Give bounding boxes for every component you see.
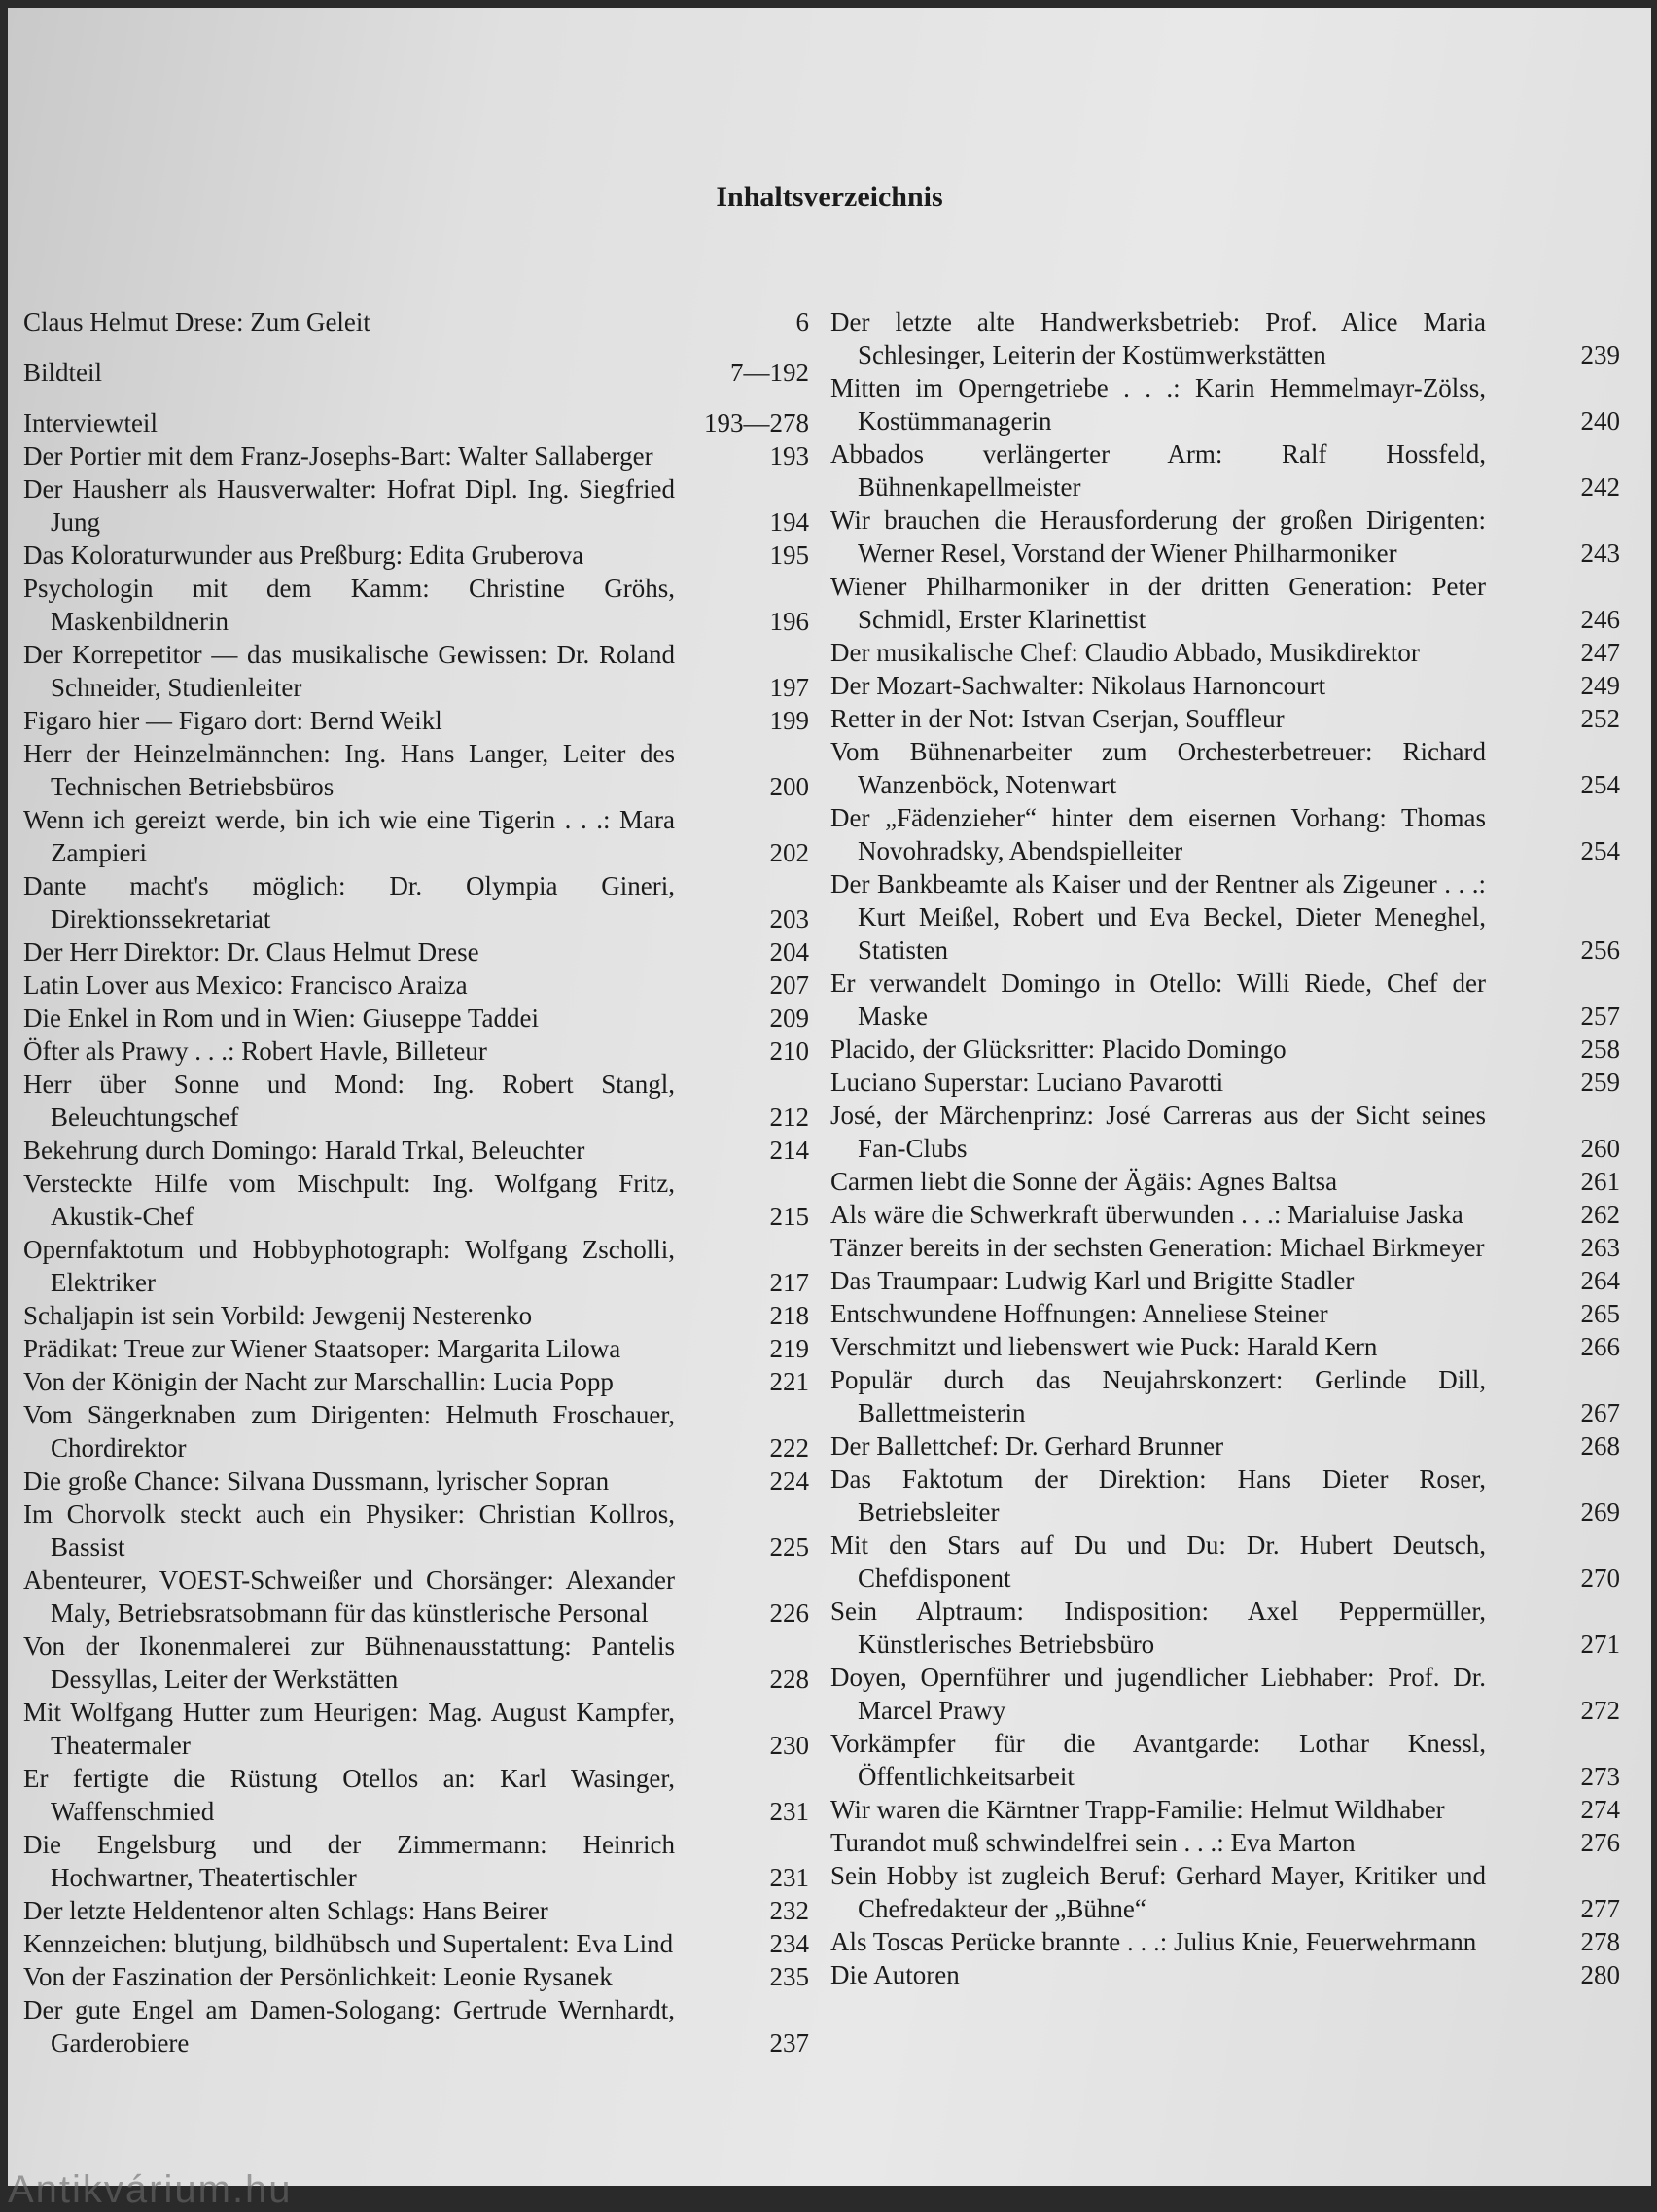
toc-entry — [23, 439, 809, 473]
toc-entry-title: Tänzer bereits in der sechsten Generation: Michael Birkmeyer — [830, 1233, 1485, 1262]
toc-entry — [23, 638, 809, 704]
toc-entry-page: 239 — [1580, 340, 1620, 369]
toc-entry-title: Mitten im Operngetriebe . . .: Karin Hemmelmayr-Zölss, Kostümmanagerin — [830, 373, 1486, 436]
toc-entry — [830, 1297, 1620, 1330]
toc-entry-title: Vorkämpfer für die Avantgarde: Lothar Knessl, Öffentlichkeitsarbeit — [830, 1729, 1486, 1791]
toc-entry-title: Der gute Engel am Damen-Sologang: Gertrude Wernhardt, Garderobiere — [23, 1995, 675, 2057]
toc-entry — [830, 1462, 1620, 1528]
toc-entry-title: Turandot muß schwindelfrei sein . . .: Eva Marton — [830, 1828, 1356, 1857]
toc-entry-page: 268 — [1580, 1431, 1620, 1460]
toc-entry-page: 254 — [1580, 770, 1620, 799]
toc-entry-page: 222 — [769, 1433, 809, 1462]
toc-entry-page: 214 — [769, 1136, 809, 1165]
toc-entry — [23, 572, 809, 638]
toc-entry-page: 271 — [1580, 1630, 1620, 1659]
toc-entry-page: 259 — [1580, 1068, 1620, 1097]
toc-entry — [830, 702, 1620, 735]
toc-entry-page: 254 — [1580, 836, 1620, 865]
toc-entry — [830, 636, 1620, 669]
toc-entry — [830, 1330, 1620, 1363]
toc-entry-page: 209 — [769, 1003, 809, 1033]
toc-entry — [830, 570, 1620, 636]
toc-entry-page: 260 — [1580, 1134, 1620, 1163]
toc-left-column — [23, 305, 809, 2059]
toc-entry-page: 225 — [769, 1532, 809, 1562]
toc-entry-page: 257 — [1580, 1001, 1620, 1031]
toc-entry-page: 193—278 — [704, 408, 809, 438]
toc-entry — [23, 1696, 809, 1762]
toc-entry — [23, 1001, 809, 1035]
toc-entry — [830, 801, 1620, 867]
toc-entry-page: 256 — [1580, 935, 1620, 965]
toc-entry-page: 262 — [1580, 1200, 1620, 1229]
toc-entry-page: 234 — [769, 1929, 809, 1958]
toc-entry-page: 261 — [1580, 1167, 1620, 1196]
toc-entry-page: 195 — [769, 541, 809, 570]
toc-entry-page: 247 — [1580, 638, 1620, 667]
toc-entry — [830, 438, 1620, 504]
toc-entry — [23, 473, 809, 539]
toc-entry-title: Der Ballettchef: Dr. Gerhard Brunner — [830, 1431, 1224, 1460]
toc-entry-page: 235 — [769, 1962, 809, 1991]
book-page — [8, 8, 1651, 2186]
toc-entry-page: 196 — [769, 607, 809, 636]
toc-entry-title: Claus Helmut Drese: Zum Geleit — [23, 307, 370, 336]
toc-entry — [23, 1365, 809, 1398]
toc-entry — [830, 966, 1620, 1033]
toc-entry-title: Die Enkel in Rom und in Wien: Giuseppe Taddei — [23, 1003, 539, 1033]
toc-entry-page: 193 — [769, 441, 809, 471]
toc-entry-page: 200 — [769, 772, 809, 801]
toc-entry — [830, 1099, 1620, 1165]
toc-entry-title: Latin Lover aus Mexico: Francisco Araiza — [23, 970, 468, 1000]
toc-entry-page: 199 — [769, 706, 809, 735]
toc-entry — [23, 1233, 809, 1299]
toc-entry-page: 226 — [769, 1598, 809, 1628]
toc-entry-title: Von der Ikonenmalerei zur Bühnenausstattung: Pantelis Dessyllas, Leiter der Werkstätten — [23, 1632, 675, 1694]
toc-entry — [830, 371, 1620, 438]
toc-entry — [23, 1068, 809, 1134]
toc-entry-page: 258 — [1580, 1035, 1620, 1064]
toc-entry-title: Er verwandelt Domingo in Otello: Willi Riede, Chef der Maske — [830, 968, 1486, 1031]
toc-entry — [830, 1826, 1620, 1859]
toc-entry-page: 269 — [1580, 1497, 1620, 1527]
toc-entry-page: 197 — [769, 673, 809, 702]
toc-entry-title: José, der Märchenprinz: José Carreras aus der Sicht seines Fan-Clubs — [830, 1101, 1486, 1163]
toc-entry-page: 265 — [1580, 1299, 1620, 1328]
toc-entry-title: Carmen liebt die Sonne der Ägäis: Agnes Baltsa — [830, 1167, 1338, 1196]
toc-entry-title: Wenn ich gereizt werde, bin ich wie eine Tigerin . . .: Mara Zampieri — [23, 805, 675, 867]
toc-entry — [830, 1429, 1620, 1462]
toc-entry-page: 210 — [769, 1036, 809, 1066]
toc-entry — [830, 504, 1620, 570]
toc-entry-title: Die große Chance: Silvana Dussmann, lyrischer Sopran — [23, 1466, 610, 1495]
toc-entry-title: Das Traumpaar: Ludwig Karl und Brigitte Stadler — [830, 1266, 1355, 1295]
toc-entry — [23, 1398, 809, 1464]
toc-entry-title: Die Autoren — [830, 1960, 960, 1989]
toc-entry-page: 278 — [1580, 1927, 1620, 1956]
toc-entry — [830, 1363, 1620, 1429]
toc-entry-page: 219 — [769, 1334, 809, 1363]
toc-entry-title: Herr über Sonne und Mond: Ing. Robert Stangl, Beleuchtungschef — [23, 1070, 675, 1132]
toc-entry-title: Luciano Superstar: Luciano Pavarotti — [830, 1068, 1224, 1097]
toc-entry-title: Der Bankbeamte als Kaiser und der Rentner als Zigeuner . . .: Kurt Meißel, Robert und Eva Beckel, Dieter Meneghel, Statisten — [830, 869, 1486, 965]
toc-entry — [830, 1198, 1620, 1231]
toc-entry-title: Placido, der Glücksritter: Placido Domingo — [830, 1035, 1287, 1064]
toc-entry-title: Bekehrung durch Domingo: Harald Trkal, Beleuchter — [23, 1136, 585, 1165]
toc-entry — [830, 1727, 1620, 1793]
toc-entry — [830, 1958, 1620, 1991]
toc-entry-title: Im Chorvolk steckt auch ein Physiker: Christian Kollros, Bassist — [23, 1499, 675, 1562]
toc-entry — [23, 1563, 809, 1630]
toc-entry — [23, 968, 809, 1001]
toc-entry — [23, 356, 809, 389]
toc-entry-page: 207 — [769, 970, 809, 1000]
toc-entry — [830, 1925, 1620, 1958]
toc-entry-page: 7—192 — [730, 358, 809, 387]
toc-entry-title: Der musikalische Chef: Claudio Abbado, Musikdirektor — [830, 638, 1420, 667]
toc-entry — [23, 1497, 809, 1563]
toc-entry-page: 202 — [769, 838, 809, 867]
toc-entry-title: Wiener Philharmoniker in der dritten Generation: Peter Schmidl, Erster Klarinettist — [830, 572, 1486, 634]
toc-entry — [23, 704, 809, 737]
toc-entry-page: 263 — [1580, 1233, 1620, 1262]
toc-entry — [23, 1299, 809, 1332]
toc-entry-title: Das Koloraturwunder aus Preßburg: Edita Gruberova — [23, 541, 584, 570]
toc-entry-page: 267 — [1580, 1398, 1620, 1427]
toc-entry-page: 215 — [769, 1202, 809, 1231]
toc-entry — [830, 735, 1620, 801]
toc-entry — [23, 803, 809, 869]
toc-entry-title: Figaro hier — Figaro dort: Bernd Weikl — [23, 706, 442, 735]
toc-entry-title: Als Toscas Perücke brannte . . .: Julius Knie, Feuerwehrmann — [830, 1927, 1477, 1956]
toc-spacer — [23, 389, 809, 406]
toc-entry-title: Interviewteil — [23, 408, 158, 438]
toc-entry — [23, 1894, 809, 1927]
toc-entry-title: Dante macht's möglich: Dr. Olympia Gineri, Direktionssekretariat — [23, 871, 675, 933]
toc-entry-title: Mit den Stars auf Du und Du: Dr. Hubert Deutsch, Chefdisponent — [830, 1530, 1486, 1593]
toc-entry-title: Verschmitzt und liebenswert wie Puck: Harald Kern — [830, 1332, 1378, 1361]
toc-entry — [23, 869, 809, 935]
toc-entry-page: 280 — [1580, 1960, 1620, 1989]
toc-entry-title: Versteckte Hilfe vom Mischpult: Ing. Wolfgang Fritz, Akustik-Chef — [23, 1169, 675, 1231]
toc-entry-page: 232 — [769, 1896, 809, 1925]
toc-entry — [830, 867, 1620, 966]
toc-entry — [23, 1630, 809, 1696]
toc-entry-page: 266 — [1580, 1332, 1620, 1361]
toc-entry-page: 230 — [769, 1731, 809, 1760]
toc-entry-page: 276 — [1580, 1828, 1620, 1857]
toc-entry-title: Doyen, Opernführer und jugendlicher Liebhaber: Prof. Dr. Marcel Prawy — [830, 1663, 1486, 1725]
toc-entry — [23, 1828, 809, 1894]
toc-entry-title: Die Engelsburg und der Zimmermann: Heinrich Hochwartner, Theatertischler — [23, 1830, 675, 1892]
toc-entry-page: 194 — [769, 508, 809, 537]
toc-entry-page: 228 — [769, 1665, 809, 1694]
toc-entry-page: 242 — [1580, 473, 1620, 502]
toc-entry — [830, 1661, 1620, 1727]
toc-entry-page: 270 — [1580, 1563, 1620, 1593]
toc-entry-page: 237 — [769, 2028, 809, 2057]
toc-entry-page: 246 — [1580, 605, 1620, 634]
toc-entry-title: Schaljapin ist sein Vorbild: Jewgenij Nesterenko — [23, 1301, 533, 1330]
toc-entry-page: 224 — [769, 1466, 809, 1495]
toc-entry-page: 274 — [1580, 1795, 1620, 1824]
toc-entry-title: Als wäre die Schwerkraft überwunden . . .: Marialuise Jaska — [830, 1200, 1463, 1229]
toc-entry — [830, 1231, 1620, 1264]
toc-entry — [23, 406, 809, 439]
toc-entry — [830, 1264, 1620, 1297]
toc-entry-page: 240 — [1580, 406, 1620, 436]
toc-entry-title: Der „Fädenzieher“ hinter dem eisernen Vorhang: Thomas Novohradsky, Abendspielleiter — [830, 803, 1486, 865]
toc-entry-title: Entschwundene Hoffnungen: Anneliese Steiner — [830, 1299, 1328, 1328]
toc-entry — [23, 1035, 809, 1068]
toc-entry — [830, 1859, 1620, 1925]
toc-entry — [23, 1332, 809, 1365]
toc-entry — [830, 1033, 1620, 1066]
toc-entry-title: Populär durch das Neujahrskonzert: Gerlinde Dill, Ballettmeisterin — [830, 1365, 1486, 1427]
toc-entry — [23, 1464, 809, 1497]
toc-entry-page: 217 — [769, 1268, 809, 1297]
toc-entry-title: Vom Bühnenarbeiter zum Orchesterbetreuer: Richard Wanzenböck, Notenwart — [830, 737, 1486, 799]
toc-entry-page: 252 — [1580, 704, 1620, 733]
toc-entry-page: 218 — [769, 1301, 809, 1330]
toc-entry-page: 249 — [1580, 671, 1620, 700]
toc-entry-page: 264 — [1580, 1266, 1620, 1295]
toc-entry-title: Bildteil — [23, 358, 102, 387]
toc-entry-title: Retter in der Not: Istvan Cserjan, Souffleur — [830, 704, 1285, 733]
toc-entry-title: Wir waren die Kärntner Trapp-Familie: Helmut Wildhaber — [830, 1795, 1445, 1824]
toc-entry-title: Wir brauchen die Herausforderung der großen Dirigenten: Werner Resel, Vorstand der Wiener Philharmoniker — [830, 506, 1486, 568]
toc-entry — [830, 1595, 1620, 1661]
toc-entry-title: Der letzte Heldentenor alten Schlags: Hans Beirer — [23, 1896, 548, 1925]
toc-entry-title: Psychologin mit dem Kamm: Christine Gröhs, Maskenbildnerin — [23, 574, 675, 636]
toc-entry-title: Opernfaktotum und Hobbyphotograph: Wolfgang Zscholli, Elektriker — [23, 1235, 675, 1297]
toc-entry-title: Der Mozart-Sachwalter: Nikolaus Harnoncourt — [830, 671, 1326, 700]
toc-entry-title: Von der Königin der Nacht zur Marschallin: Lucia Popp — [23, 1367, 614, 1396]
toc-entry — [830, 305, 1620, 371]
toc-entry — [23, 737, 809, 803]
toc-entry-title: Das Faktotum der Direktion: Hans Dieter Roser, Betriebsleiter — [830, 1464, 1486, 1527]
toc-entry — [23, 539, 809, 572]
toc-entry-title: Abenteurer, VOEST-Schweißer und Chorsänger: Alexander Maly, Betriebsratsobmann für das künstlerische Personal — [23, 1565, 675, 1628]
toc-entry-title: Der Korrepetitor — das musikalische Gewissen: Dr. Roland Schneider, Studienleiter — [23, 640, 675, 702]
toc-right-column — [830, 305, 1620, 1991]
toc-entry-title: Abbados verlängerter Arm: Ralf Hossfeld, Bühnenkapellmeister — [830, 439, 1486, 502]
toc-entry-title: Kennzeichen: blutjung, bildhübsch und Supertalent: Eva Lind — [23, 1929, 674, 1958]
toc-entry-title: Mit Wolfgang Hutter zum Heurigen: Mag. August Kampfer, Theatermaler — [23, 1698, 675, 1760]
toc-entry-page: 6 — [795, 307, 809, 336]
toc-entry — [830, 669, 1620, 702]
toc-entry-title: Der Portier mit dem Franz-Josephs-Bart: Walter Sallaberger — [23, 441, 653, 471]
toc-entry — [23, 305, 809, 338]
toc-spacer — [23, 338, 809, 356]
toc-entry-title: Vom Sängerknaben zum Dirigenten: Helmuth Froschauer, Chordirektor — [23, 1400, 675, 1462]
toc-entry-page: 277 — [1580, 1894, 1620, 1923]
toc-entry-title: Er fertigte die Rüstung Otellos an: Karl Wasinger, Waffenschmied — [23, 1764, 675, 1826]
toc-entry — [23, 1134, 809, 1167]
toc-entry-title: Sein Hobby ist zugleich Beruf: Gerhard Mayer, Kritiker und Chefredakteur der „Bühne“ — [830, 1861, 1486, 1923]
toc-entry — [830, 1528, 1620, 1595]
toc-entry — [23, 1993, 809, 2059]
toc-entry-title: Der Herr Direktor: Dr. Claus Helmut Drese — [23, 937, 479, 966]
toc-entry-title: Prädikat: Treue zur Wiener Staatsoper: Margarita Lilowa — [23, 1334, 621, 1363]
toc-entry — [23, 1167, 809, 1233]
toc-entry — [23, 1960, 809, 1993]
toc-entry-title: Öfter als Prawy . . .: Robert Havle, Billeteur — [23, 1036, 487, 1066]
toc-entry-title: Der Hausherr als Hausverwalter: Hofrat Dipl. Ing. Siegfried Jung — [23, 474, 675, 537]
toc-entry — [23, 935, 809, 968]
toc-entry — [23, 1762, 809, 1828]
toc-entry — [830, 1066, 1620, 1099]
toc-entry-page: 204 — [769, 937, 809, 966]
toc-entry-page: 212 — [769, 1103, 809, 1132]
toc-entry — [830, 1165, 1620, 1198]
toc-entry-page: 231 — [769, 1863, 809, 1892]
toc-entry-page: 221 — [769, 1367, 809, 1396]
toc-entry-page: 231 — [769, 1797, 809, 1826]
toc-entry-title: Der letzte alte Handwerksbetrieb: Prof. Alice Maria Schlesinger, Leiterin der Kostümwerkstätten — [830, 307, 1486, 369]
toc-entry-title: Sein Alptraum: Indisposition: Axel Peppermüller, Künstlerisches Betriebsbüro — [830, 1597, 1486, 1659]
toc-entry — [830, 1793, 1620, 1826]
toc-entry — [23, 1927, 809, 1960]
page-title: Inhaltsverzeichnis — [716, 181, 943, 213]
toc-entry-title: Von der Faszination der Persönlichkeit: Leonie Rysanek — [23, 1962, 613, 1991]
toc-entry-page: 273 — [1580, 1762, 1620, 1791]
toc-entry-title: Herr der Heinzelmännchen: Ing. Hans Langer, Leiter des Technischen Betriebsbüros — [23, 739, 675, 801]
toc-entry-page: 203 — [769, 904, 809, 933]
toc-entry-page: 243 — [1580, 539, 1620, 568]
toc-entry-page: 272 — [1580, 1696, 1620, 1725]
watermark-text: Antikvárium.hu — [8, 2168, 293, 2211]
